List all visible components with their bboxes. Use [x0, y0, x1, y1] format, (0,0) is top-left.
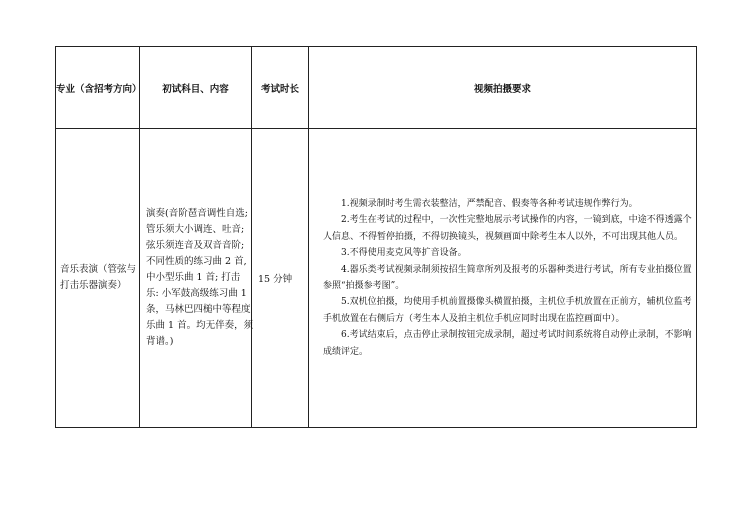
major-line: 打击乐器演奏）	[60, 280, 127, 291]
requirement-line: 2.考生在考试的过程中，一次性完整地展示考试操作的内容，一镜到底，中途不得透露个	[341, 215, 692, 226]
table-header-row	[56, 47, 697, 129]
content-line: 中小型乐曲 1 首; 打击	[146, 272, 241, 283]
content-line: 背谱。)	[146, 336, 174, 347]
requirement-line: 6.考试结束后，点击停止录制按钮完成录制，超过考试时间系统将自动停止录制，不影响	[341, 330, 692, 341]
header-duration: 考试时长	[252, 47, 309, 129]
content-line: 条，马林巴四槌中等程度	[146, 304, 251, 315]
content-line: 弦乐须连音及双音音阶;	[146, 240, 245, 251]
cell-major	[56, 129, 140, 428]
header-content: 初试科目、内容	[140, 47, 252, 129]
content-line: 演奏(音阶琶音调性自选;	[146, 208, 248, 219]
requirement-line: 3.不得使用麦克风等扩音设备。	[341, 248, 467, 259]
content-line: 不同性质的练习曲 2 首,	[146, 256, 247, 267]
header-requirements: 视频拍摄要求	[309, 47, 697, 129]
header-major: 专业（含招考方向）	[56, 47, 140, 129]
requirement-line: 4.器乐类考试视频录制须按招生简章所列及报考的乐器种类进行考试，所有专业拍摄位置	[341, 264, 692, 275]
major-line: 音乐表演（管弦与	[60, 264, 137, 275]
requirement-line: 5.双机位拍摄，均使用手机前置摄像头横置拍摄，主机位手机放置在正前方，辅机位监考	[341, 297, 692, 308]
requirement-line: 成绩评定。	[323, 346, 369, 357]
cell-requirements	[309, 129, 697, 428]
requirement-item	[323, 294, 692, 327]
content-line: 乐曲 1 首。均无伴奏，须	[146, 320, 254, 331]
requirement-line: 参照“拍摄参考图”。	[323, 281, 405, 291]
table-row	[56, 129, 697, 428]
cell-content	[140, 129, 252, 428]
content-line: 管乐须大小调连、吐音;	[146, 224, 245, 235]
requirement-item	[323, 262, 692, 295]
requirement-line: 1.视频录制时考生需衣装整洁，严禁配音、假奏等各种考试违规作弊行为。	[341, 198, 638, 209]
requirement-item	[323, 327, 692, 360]
content-line: 乐: 小军鼓高级练习曲 1	[146, 288, 247, 299]
cell-duration: 15 分钟	[252, 129, 309, 428]
requirement-item	[323, 245, 686, 261]
requirement-item	[323, 196, 686, 212]
requirement-line: 人信息、不得暂停拍摄，不得切换镜头，视频画面中除考生本人以外，不可出现其他人员。	[323, 231, 684, 242]
requirement-item	[323, 212, 692, 245]
requirement-line: 手机放置在右侧后方（考生本人及拍主机位手机应同时出现在监控画面中）。	[323, 313, 625, 324]
exam-requirements-table	[55, 46, 697, 428]
